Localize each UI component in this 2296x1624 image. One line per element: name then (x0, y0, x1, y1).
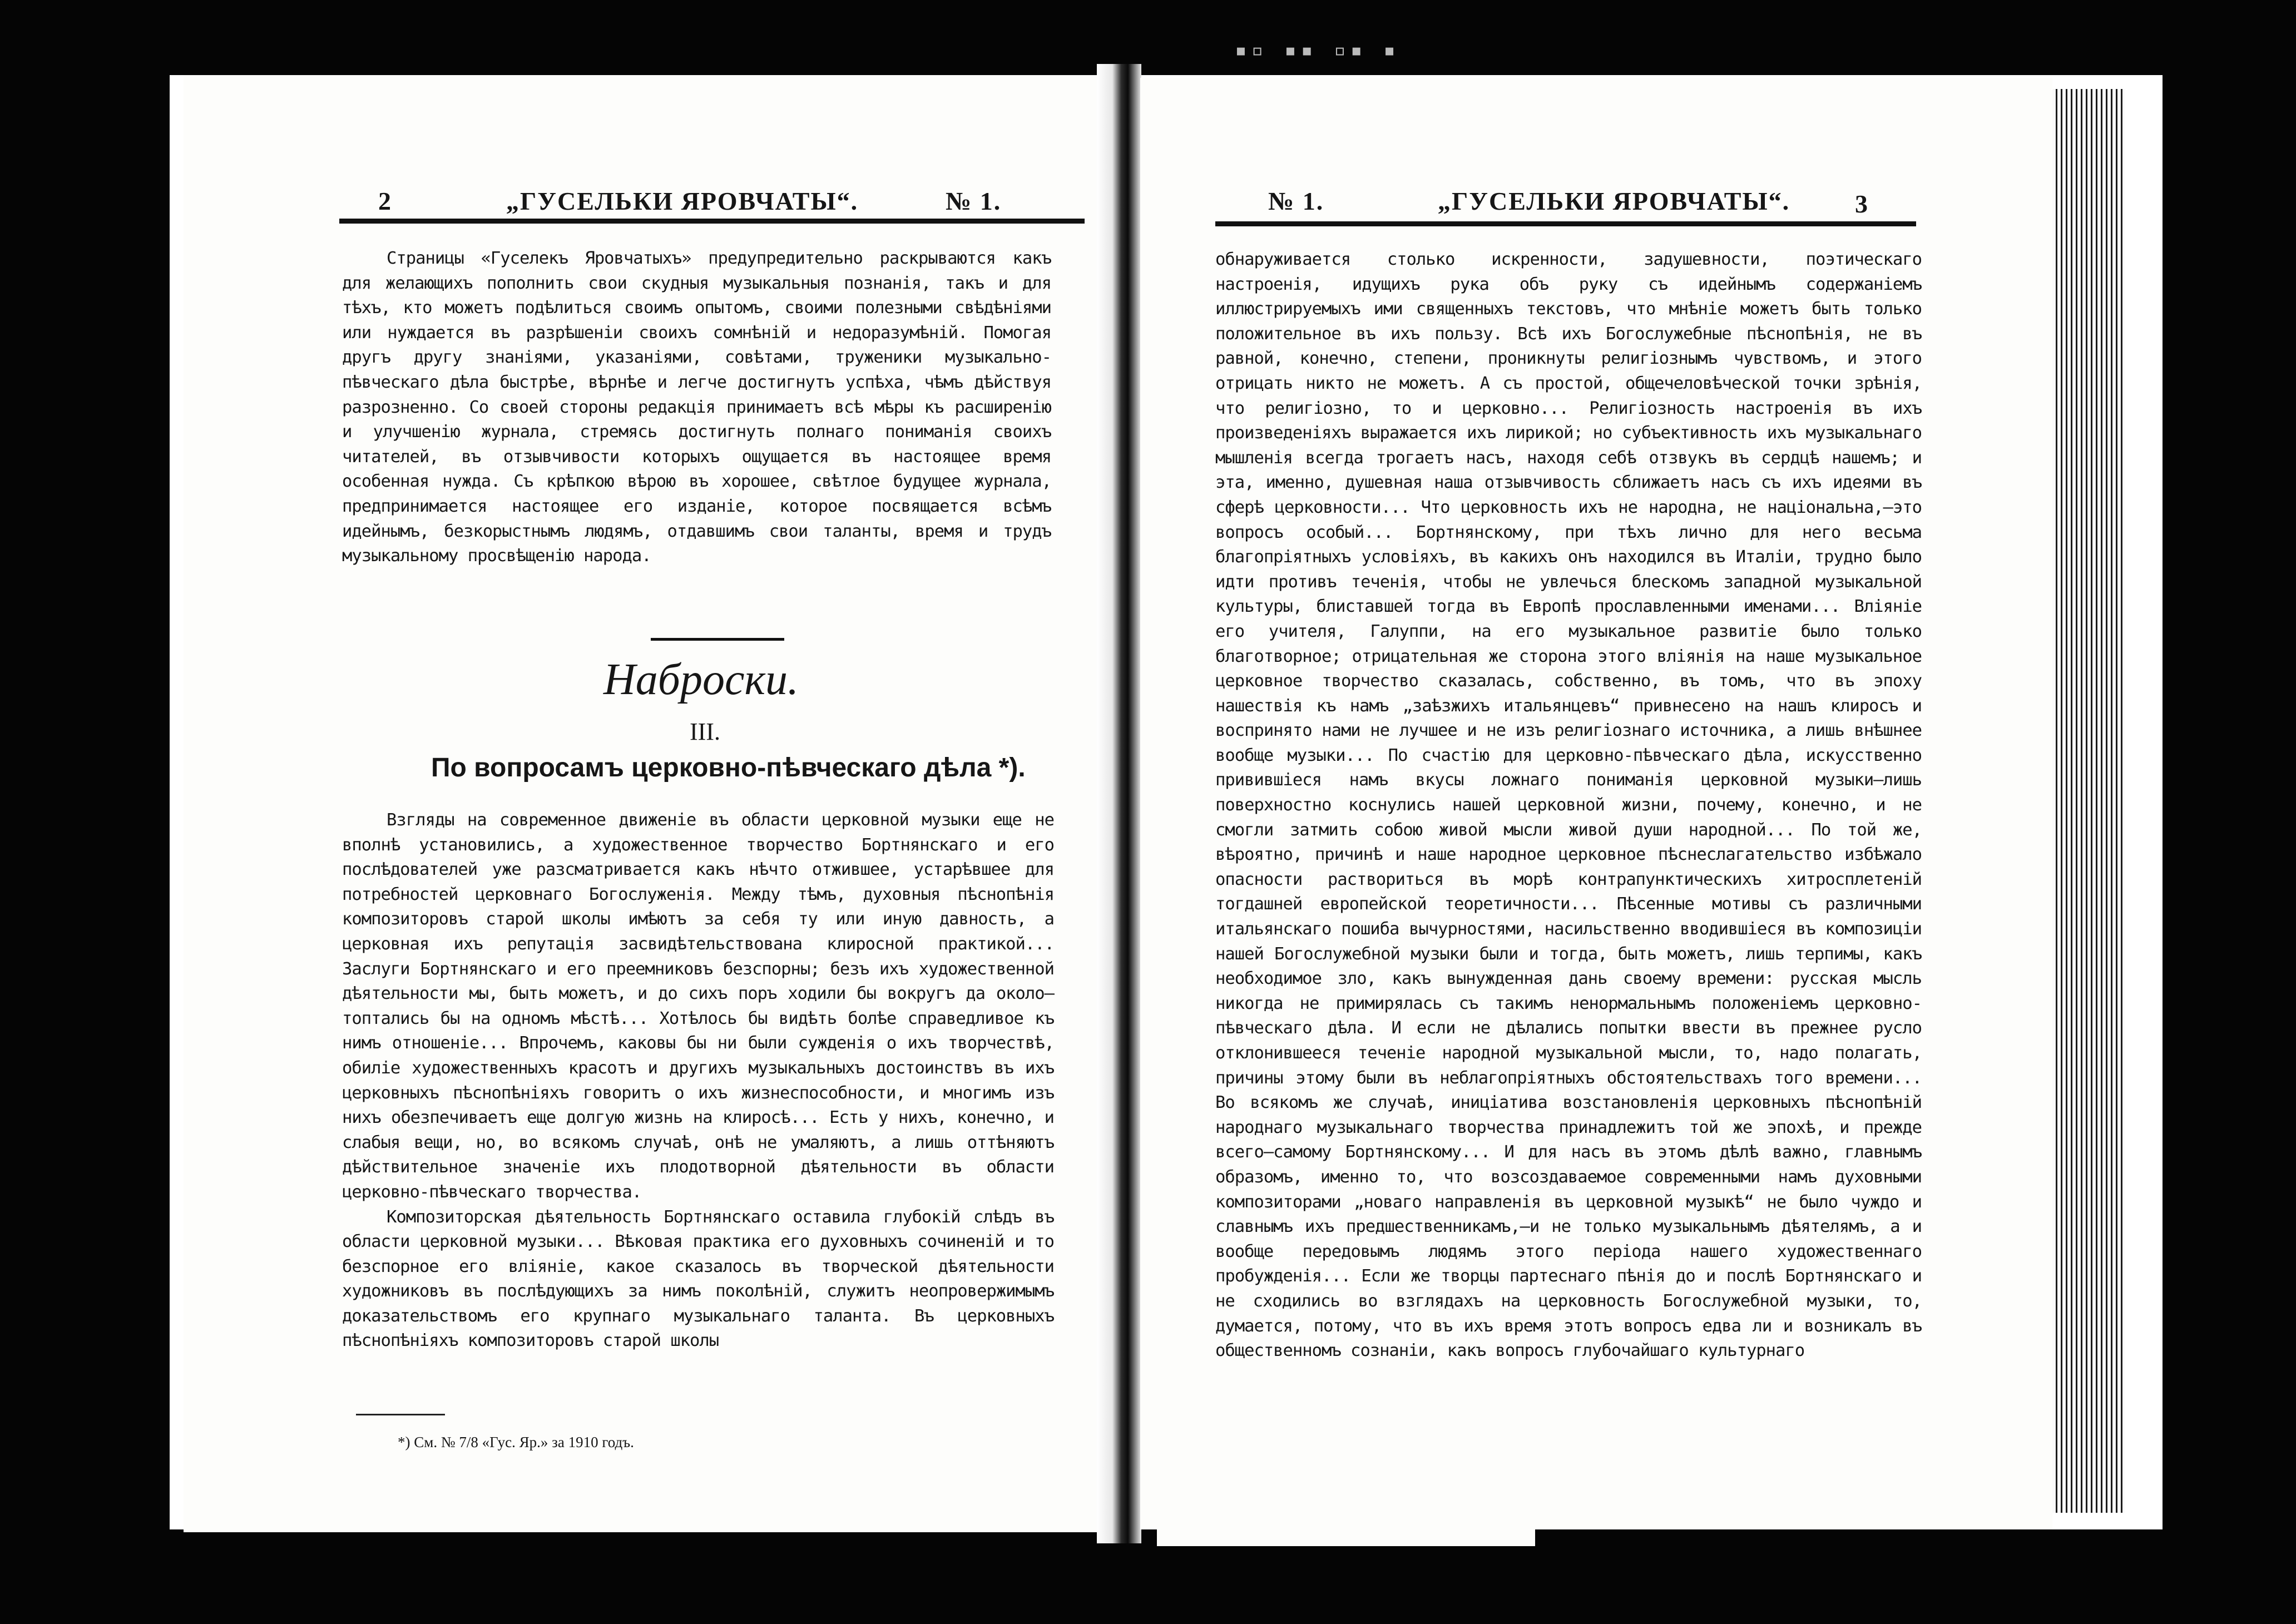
scan-border-bottom (0, 1529, 2296, 1624)
right-body-text (1215, 247, 1922, 1468)
right-header-rule (1215, 221, 1916, 226)
scan-border-top (0, 0, 2296, 75)
left-running-title: „ГУСЕЛЬКИ ЯРОВЧАТЫ“. (506, 187, 859, 215)
book-gutter (1097, 64, 1141, 1543)
left-page-number: 2 (378, 187, 392, 215)
right-page-bottom-strip (1157, 1474, 1535, 1546)
left-intro-text (342, 246, 1051, 636)
scan-border-left (0, 0, 170, 1624)
right-body-paragraph-1: обнаруживается столько искренности, задушевности, поэтическаго настроенія, идущихъ рука объ руку съ идейнымъ содержаніемъ иллюстрируемыхъ ими священныхъ текстовъ, что мнѣніе можетъ быть только положительное въ ихъ пользу. Всѣ ихъ Богослужебные пѣснопѣнія, не въ равной, конечно, степени, проникнуты религіознымъ чувствомъ, и этого отрицать никто не можетъ. А съ простой, общечеловѣческой точки зрѣнія, что религіозно, то и церковно... Религіозность настроенія въ ихъ произведеніяхъ выражается ихъ лирикой; но субъективность ихъ музыкальнаго мышленія всегда трогаетъ насъ, находя себѣ отзвукъ въ сердцѣ нашемъ; и эта, именно, душевная наша отзывчивость сближаетъ насъ съ ихъ идеями въ сферѣ церковности... Что церковность ихъ не народна, не національна,—это вопросъ особый... Бортнянскому, при тѣхъ лично для него весьма благопріятныхъ условіяхъ, въ какихъ онъ находился въ Италіи, трудно было идти противъ теченія, чтобы не увлечься блескомъ западной музыкальной культуры, блиставшей тогда въ Европѣ прославленными именами... Вліяніе его учителя, Галуппи, на его музыкальное развитіе было только благотворное; отрицательная же сторона этого вліянія на наше музыкальное церковное творчество сказалась, собственно, въ томъ, что въ эпоху нашествія къ намъ „заѣзжихъ итальянцевъ“ привнесено на нашъ клиросъ и воспринято нами не лучшее и не изъ религіознаго источника, а лишь внѣшнее вообще музыки... По счастію для церковно-пѣвческаго дѣла, искусственно привившіеся намъ вкусы ложнаго пониманія церковной музыки—лишь поверхностно коснулись нашей церковной жизни, почему, конечно, и не смогли затмить собою живой мысли живой души народной... По той же, вѣроятно, причинѣ и наше народное церковное пѣснеслагательство избѣжало опасности раствориться въ морѣ контрапунктическихъ хитросплетеній тогдашней европейской теоретичности... Пѣсенные мотивы съ различными итальянскаго пошиба вычурностями, насильственно вводившіеся въ композиціи нашей Богослужебной музыки были и тогда, быть можетъ, лишь терпимы, какъ необходимое зло, какъ вынужденная дань своему времени: русская мысль никогда не примирялась съ такимъ ненормальнымъ положеніемъ церковно-пѣвческаго дѣла. И если не дѣлались попытки ввести въ прежнее русло отклонившееся теченіе народной музыкальной мысли, то, надо полагать, причины этому были въ неблагопріятныхъ обстоятельствахъ того времени... Во всякомъ же случаѣ, иниціатива возстановленія церковныхъ пѣснопѣній народнаго музыкальнаго творчества принадлежитъ той же эпохѣ, и прежде всего—самому Бортнянскому... И для насъ въ этомъ дѣлѣ важно, главнымъ образомъ, именно то, что возсоздаваемое современными намъ духовными композиторами „новаго направленія въ церковной музыкѣ“ не было чуждо и славнымъ ихъ предшественникамъ,—и не только музыкальнымъ дѣятелямъ, а и вообще передовымъ людямъ этого періода нашего художественнаго пробужденія... Если же творцы партеснаго пѣнія до и послѣ Бортнянскаго и не сходились во взглядахъ на церковность Богослужебной музыки, то, думается, потому, что въ ихъ время этотъ вопросъ едва ли и возникалъ въ общественномъ сознаніи, какъ вопросъ глубочайшаго культурнаго (1215, 250, 1922, 1361)
section-subtitle: По вопросамъ церковно-пѣвческаго дѣла *). (431, 753, 1026, 783)
left-header-rule (339, 219, 1085, 224)
left-body-text (342, 808, 1054, 1414)
page-edges (2052, 89, 2125, 1513)
footnote: *) См. № 7/8 «Гус. Яр.» за 1910 годъ. (398, 1434, 634, 1450)
section-number: III. (690, 718, 720, 745)
section-title: Наброски. (603, 655, 799, 704)
right-page-number: 3 (1855, 190, 1869, 218)
left-intro-paragraph: Страницы «Гуселекъ Яровчатыхъ» предупредительно раскрываются какъ для желающихъ пополнить свои скудныя музыкальныя познанія, такъ и для тѣхъ, кто можетъ подѣлиться своимъ опытомъ, своими полезными свѣдѣніями или нуждается въ разрѣшеніи своихъ сомнѣній и недоразумѣній. Помогая другъ другу знаніями, указаніями, совѣтами, труженики музыкально-пѣвческаго дѣла быстрѣе, вѣрнѣе и легче достигнутъ успѣха, чѣмъ дѣйствуя разрозненно. Со своей стороны редакція принимаетъ всѣ мѣры къ расширенію и улучшенію журнала, стремясь достигнуть полнаго пониманія своихъ читателей, въ отзывчивости которыхъ ощущается въ настоящее время особенная нужда. Съ крѣпкою вѣрою въ хорошее, свѣтлое будущее журнала, предпринимается настоящее его изданіе, которое посвящается всѣмъ идейнымъ, безкорыстнымъ людямъ, отдавшимъ свои таланты, время и трудъ музыкальному просвѣщенію народа. (342, 249, 1051, 566)
right-issue-number: № 1. (1268, 187, 1324, 215)
left-body-paragraph-1: Взгляды на современное движеніе въ области церковной музыки еще не вполнѣ установились, а художественное творчество Бортнянскаго и его послѣдователей уже разсматривается какъ нѣчто отжившее, устарѣвшее для потребностей церковнаго Богослуженія. Между тѣмъ, духовныя пѣснопѣнія композиторовъ старой школы имѣютъ за себя ту или иную давность, а церковная ихъ репутація засвидѣтельствована клиросной практикой... Заслуги Бортнянскаго и его преемниковъ безспорны; безъ ихъ художественной дѣятельности мы, быть можетъ, и до сихъ поръ ходили бы вокругъ да около—топтались бы на одномъ мѣстѣ... Хотѣлось бы видѣть болѣе справедливое къ нимъ отношеніе... Впрочемъ, каковы бы ни были сужденія о ихъ творчествѣ, обиліе художественныхъ красотъ и другихъ музыкальныхъ достоинствъ въ ихъ церковныхъ пѣснопѣніяхъ говоритъ о ихъ жизнеспособности, и многимъ изъ нихъ обезпечиваетъ еще долгую жизнь на клиросѣ... Есть у нихъ, конечно, и слабыя вещи, но, во всякомъ случаѣ, онѣ не умаляютъ, а лишь оттѣняютъ дѣйствительное значеніе ихъ плодотворной дѣятельности въ области церковно-пѣвческаго творчества. (342, 810, 1054, 1202)
left-issue-number: № 1. (946, 187, 1002, 215)
scan-noise: ▪▫ ▪▪ ▫▪ ▪ (1235, 39, 1400, 62)
scan-border-right (2163, 0, 2296, 1624)
right-running-title: „ГУСЕЛЬКИ ЯРОВЧАТЫ“. (1438, 187, 1790, 215)
left-body-paragraph-2: Композиторская дѣятельность Бортнянскаго оставила глубокій слѣдъ въ области церковной музыки... Вѣковая практика его духовныхъ сочиненій и то безспорное его вліяніе, какое сказалось въ творческой дѣятельности художниковъ въ послѣдующихъ за нимъ поколѣній, служитъ неопровержимымъ доказательствомъ его крупнаго музыкальнаго таланта. Въ церковныхъ пѣснопѣніяхъ композиторовъ старой школы (342, 1207, 1054, 1351)
section-divider (651, 638, 784, 641)
footnote-rule (356, 1414, 445, 1415)
